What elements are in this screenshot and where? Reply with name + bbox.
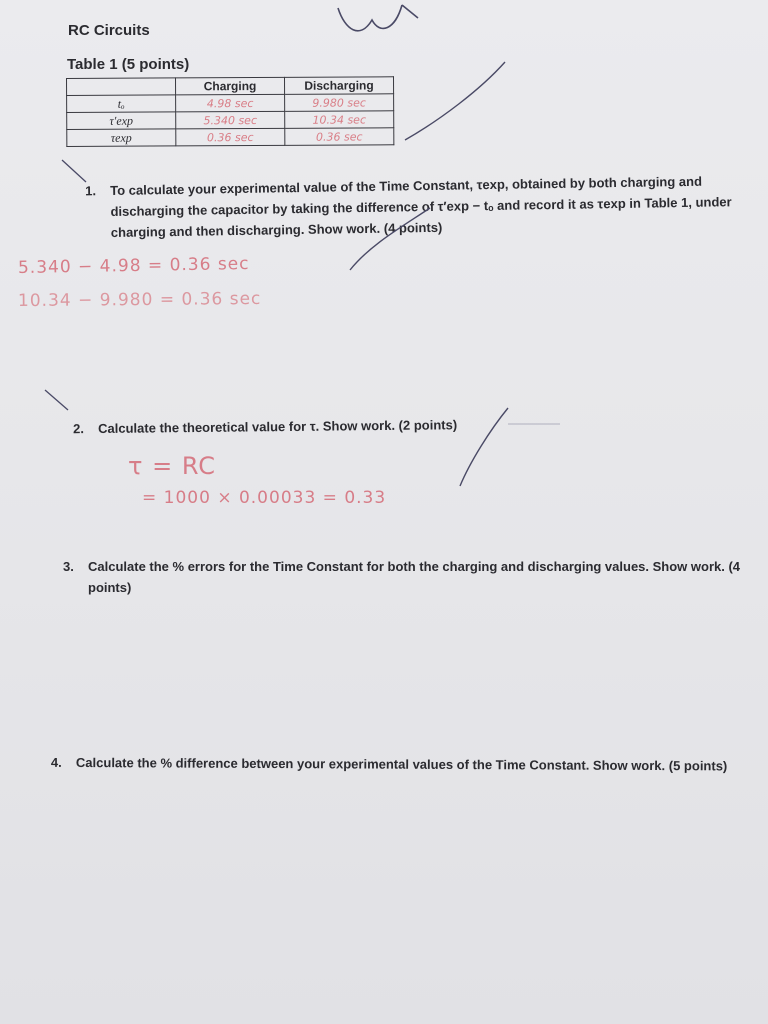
document-title: RC Circuits <box>68 22 150 39</box>
table-header-row <box>67 77 394 96</box>
question-text: Calculate the % difference between your experimental values of the Time Constant. Show work. (5 points) <box>75 754 728 774</box>
column-header-discharging: Discharging <box>284 77 393 95</box>
handwritten-q1-charging: 5.340 − 4.98 = 0.36 sec <box>17 253 250 279</box>
question-number: 4. <box>50 754 62 770</box>
cell-tau-prime-exp-charging: 5.340 sec <box>176 111 285 129</box>
question-1 <box>85 170 741 243</box>
row-label-tau-exp: τexp <box>67 129 176 147</box>
question-number: 1. <box>85 183 97 199</box>
table-row <box>67 94 394 113</box>
cell-t0-discharging: 9.980 sec <box>285 94 394 112</box>
cell-tau-exp-charging: 0.36 sec <box>176 128 285 146</box>
handwritten-q1-discharging: 10.34 − 9.980 = 0.36 sec <box>17 288 262 312</box>
question-text: Calculate the theoretical value for τ. Show work. (2 points) <box>98 417 458 436</box>
cell-t0-charging: 4.98 sec <box>176 94 285 112</box>
handwritten-tau-equals-rc: τ = RC <box>128 452 217 480</box>
table-row <box>67 128 394 147</box>
row-label-tau-prime-exp: τ′exp <box>67 112 176 130</box>
table-heading: Table 1 (5 points) <box>67 56 190 73</box>
row-label-t0: tₒ <box>67 95 176 113</box>
table-row <box>67 111 394 130</box>
question-3 <box>63 556 750 598</box>
cell-tau-prime-exp-discharging: 10.34 sec <box>285 111 394 129</box>
handwritten-tau-calculation: = 1000 × 0.00033 = 0.33 <box>142 488 387 508</box>
table-corner-cell <box>67 78 176 96</box>
question-text: To calculate your experimental value of the Time Constant, τexp, obtained by both charging and discharging the capacitor by taking the difference of τ′exp − tₒ and record it as τexp in Table 1, under charging and then discharging. Show work. (4 points) <box>110 173 732 240</box>
question-4 <box>50 752 756 777</box>
cell-tau-exp-discharging: 0.36 sec <box>285 128 394 146</box>
results-table <box>66 76 394 147</box>
question-text: Calculate the % errors for the Time Constant for both the charging and discharging values. Show work. (4 points) <box>88 559 741 595</box>
question-number: 2. <box>73 421 85 437</box>
question-number: 3. <box>63 559 74 574</box>
column-header-charging: Charging <box>176 77 285 95</box>
